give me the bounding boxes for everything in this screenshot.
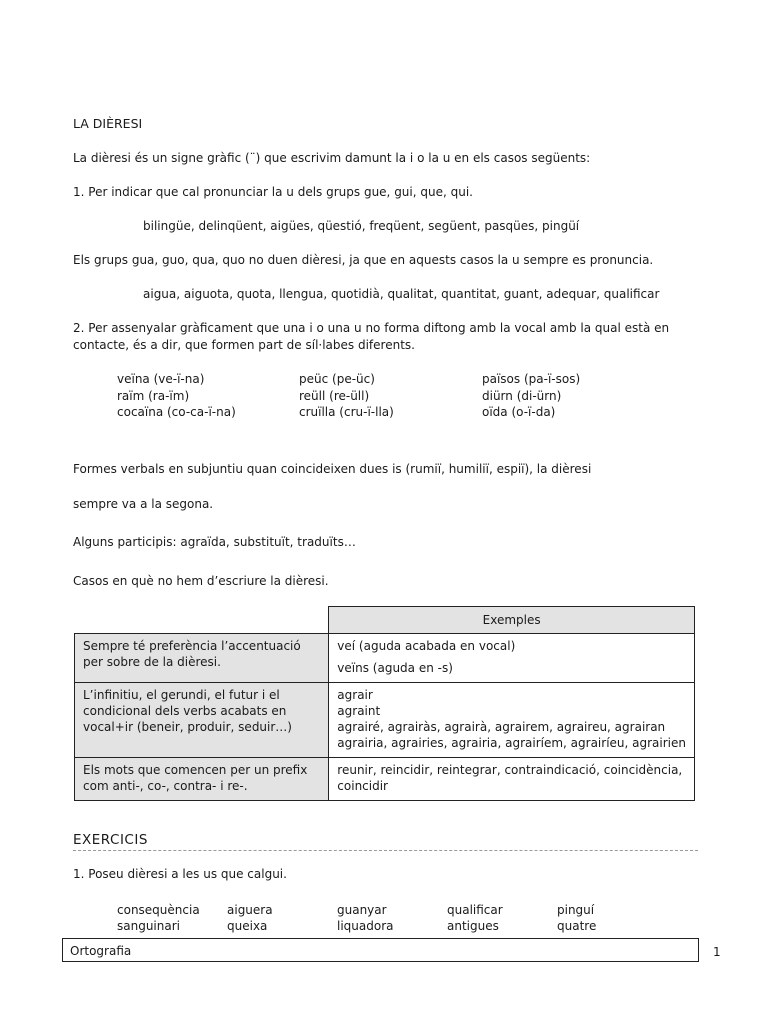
page-title: LA DIÈRESI [73, 116, 143, 131]
exercise-word-grid [117, 902, 667, 934]
footer-box [62, 938, 699, 962]
page-number: 1 [713, 945, 721, 959]
table-rule-cell: L’infinitiu, el gerundi, el futur i el condicional dels verbs acabats en vocal+ir (beneir, produir, seduir…) [75, 683, 329, 758]
example-line: agrair [337, 688, 373, 702]
table-row [75, 758, 695, 801]
example-line: agraint [337, 704, 381, 718]
example-line: agrairia, agrairies, agrairia, agrairíem, agrairíeu, agrairien [337, 736, 686, 750]
intro-paragraph: La dièresi és un signe gràfic (¨) que escrivim damunt la i o la u en els casos següents: [73, 151, 591, 165]
table-header-examples: Exemples [329, 607, 695, 634]
table-header-row [75, 607, 695, 634]
grid-cell: països (pa-ï-sos) [482, 372, 581, 386]
exercise-word: qualificar [447, 903, 503, 917]
exercise-word: consequència [117, 903, 200, 917]
participis-note: Alguns participis: agraïda, substituït, traduïts… [73, 535, 356, 549]
grid-row [117, 388, 637, 405]
grid-cell: veïna (ve-ï-na) [117, 372, 205, 386]
table-row [75, 634, 695, 683]
example-line: agrairé, agrairàs, agrairà, agrairem, agraireu, agrairan [337, 720, 666, 734]
no-dieresi-examples: aigua, aiguota, quota, llengua, quotidià, qualitat, quantitat, guant, adequar, qualificar [143, 287, 660, 301]
exercise-word: aiguera [227, 903, 273, 917]
table-header-blank [75, 607, 329, 634]
grid-cell: peüc (pe-üc) [299, 372, 375, 386]
grid-cell: diürn (di-ürn) [482, 388, 562, 403]
verbal-forms-line-1: Formes verbals en subjuntiu quan coincideixen dues is (rumiï, humiliï, espiï), la dièresi [73, 462, 592, 476]
rule-1-examples: bilingüe, delinqüent, aigües, qüestió, freqüent, següent, pasqües, pingüí [143, 219, 580, 233]
exercicis-divider [73, 850, 698, 851]
example-line: coincidir [337, 779, 388, 793]
grid-row [117, 404, 637, 421]
table-rule-cell: Sempre té preferència l’accentuació per sobre de la dièresi. [75, 634, 329, 683]
dieresi-exceptions-table [74, 606, 695, 801]
exercise-word: guanyar [337, 903, 387, 917]
table-examples-cell [329, 634, 695, 683]
exercise-word: queixa [227, 919, 268, 933]
grid-cell: raïm (ra-ïm) [117, 388, 190, 403]
rule-2-line-2: contacte, és a dir, que formen part de síl·labes diferents. [73, 338, 415, 352]
word-row [117, 918, 667, 934]
table-examples-cell [329, 683, 695, 758]
example-line: veí (aguda acabada en vocal) [337, 639, 516, 653]
example-line: veïns (aguda en -s) [337, 661, 453, 675]
example-line: reunir, reincidir, reintegrar, contraindicació, coincidència, [337, 763, 683, 777]
grid-cell: oïda (o-ï-da) [482, 405, 556, 419]
grid-cell: reüll (re-üll) [299, 388, 370, 403]
rule-2-line-1: 2. Per assenyalar gràficament que una i o una u no forma diftong amb la vocal amb la qual està en [73, 321, 670, 335]
exercise-word: quatre [557, 919, 597, 933]
footer-label: Ortografia [70, 944, 132, 958]
exercise-word: antigues [447, 919, 499, 933]
exercise-word: sanguinari [117, 919, 180, 933]
grid-cell: cocaïna (co-ca-ï-na) [117, 405, 236, 419]
rule-1: 1. Per indicar que cal pronunciar la u dels grups gue, gui, que, qui. [73, 185, 473, 199]
exercicis-instruction: 1. Poseu dièresi a les us que calgui. [73, 867, 287, 881]
grid-row [117, 371, 637, 388]
table-examples-cell [329, 758, 695, 801]
no-dieresi-note: Els grups gua, guo, qua, quo no duen dièresi, ja que en aquests casos la u sempre es pronuncia. [73, 253, 654, 267]
exercise-word: liquadora [337, 919, 394, 933]
rule-2-examples-grid [117, 371, 637, 421]
grid-cell: cruïlla (cru-ï-lla) [299, 405, 394, 419]
table-row [75, 683, 695, 758]
exercise-word: pinguí [557, 903, 595, 917]
verbal-forms-line-2: sempre va a la segona. [73, 497, 214, 511]
table-rule-cell: Els mots que comencen per un prefix com anti-, co-, contra- i re-. [75, 758, 329, 801]
casos-heading: Casos en què no hem d’escriure la dièresi. [73, 574, 329, 588]
word-row [117, 902, 667, 918]
exercicis-title: EXERCICIS [73, 832, 148, 848]
